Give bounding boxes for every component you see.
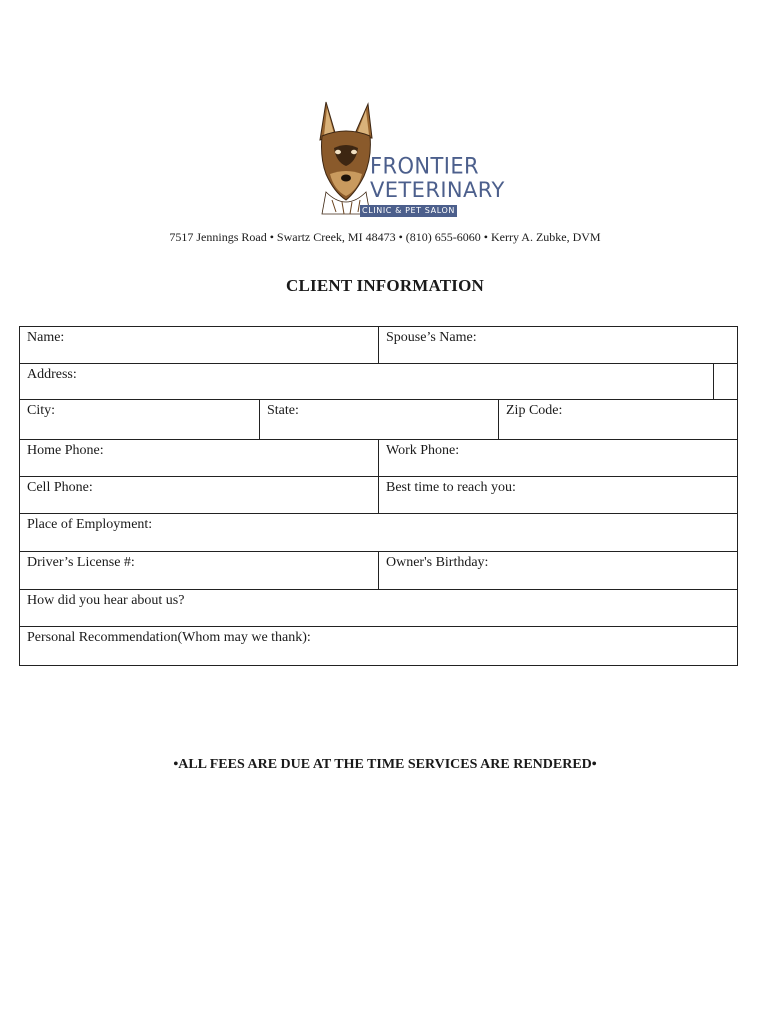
name-label: Name: (27, 330, 65, 345)
address-input[interactable] (20, 384, 713, 397)
state-label: State: (267, 403, 299, 418)
best-time-input[interactable] (379, 497, 737, 511)
row-license-birthday (20, 552, 737, 590)
employment-field[interactable] (20, 514, 737, 551)
home-phone-label: Home Phone: (27, 443, 104, 458)
cell-phone-label: Cell Phone: (27, 480, 93, 495)
city-input[interactable] (20, 420, 259, 437)
spouse-name-input[interactable] (379, 347, 737, 361)
spouse-name-label: Spouse’s Name: (386, 330, 477, 345)
drivers-license-label: Driver’s License #: (27, 555, 135, 570)
work-phone-input[interactable] (379, 460, 737, 474)
row-cell-best-time (20, 477, 737, 514)
clinic-address: 7517 Jennings Road • Swartz Creek, MI 48473 • (810) 655-6060 • Kerry A. Zubke, DVM (169, 230, 601, 244)
drivers-license-field[interactable] (20, 552, 378, 589)
owner-birthday-field[interactable] (378, 552, 737, 589)
address-side-cell (713, 364, 737, 399)
zip-code-label: Zip Code: (506, 403, 563, 418)
hear-about-label: How did you hear about us? (27, 593, 185, 608)
spouse-name-field[interactable] (378, 327, 737, 363)
row-employment (20, 514, 737, 552)
hear-about-field[interactable] (20, 590, 737, 626)
logo-wordmark-veterinary: VETERINARY (370, 178, 505, 202)
owner-birthday-label: Owner's Birthday: (386, 555, 489, 570)
clinic-logo (312, 96, 505, 220)
client-information-form (19, 326, 738, 666)
page-title: CLIENT INFORMATION (285, 276, 485, 295)
cell-phone-input[interactable] (20, 497, 378, 511)
work-phone-field[interactable] (378, 440, 737, 476)
zip-code-input[interactable] (499, 420, 737, 437)
home-phone-input[interactable] (20, 460, 378, 474)
best-time-field[interactable] (378, 477, 737, 513)
owner-birthday-input[interactable] (379, 572, 737, 587)
employment-input[interactable] (20, 534, 737, 549)
home-phone-field[interactable] (20, 440, 378, 476)
logo-tagline: CLINIC & PET SALON (360, 205, 457, 217)
row-hear-about (20, 590, 737, 627)
row-address (20, 364, 737, 400)
recommendation-field[interactable] (20, 627, 737, 665)
zip-code-field[interactable] (498, 400, 737, 439)
employment-label: Place of Employment: (27, 517, 153, 532)
drivers-license-input[interactable] (20, 572, 378, 587)
address-field[interactable] (20, 364, 713, 399)
city-field[interactable] (20, 400, 259, 439)
city-label: City: (27, 403, 56, 418)
hear-about-input[interactable] (20, 610, 737, 624)
recommendation-label: Personal Recommendation(Whom may we thank): (27, 630, 311, 645)
name-input[interactable] (20, 347, 378, 361)
fees-notice: •ALL FEES ARE DUE AT THE TIME SERVICES ARE RENDERED• (173, 757, 597, 772)
best-time-label: Best time to reach you: (386, 480, 516, 495)
cell-phone-field[interactable] (20, 477, 378, 513)
work-phone-label: Work Phone: (386, 443, 460, 458)
address-label: Address: (27, 367, 77, 382)
row-city-state-zip (20, 400, 737, 440)
logo-wordmark-frontier: FRONTIER (370, 153, 479, 179)
name-field[interactable] (20, 327, 378, 363)
recommendation-input[interactable] (20, 647, 737, 663)
state-field[interactable] (259, 400, 498, 439)
row-names (20, 327, 737, 364)
row-phones (20, 440, 737, 477)
row-recommendation (20, 627, 737, 665)
state-input[interactable] (260, 420, 498, 437)
